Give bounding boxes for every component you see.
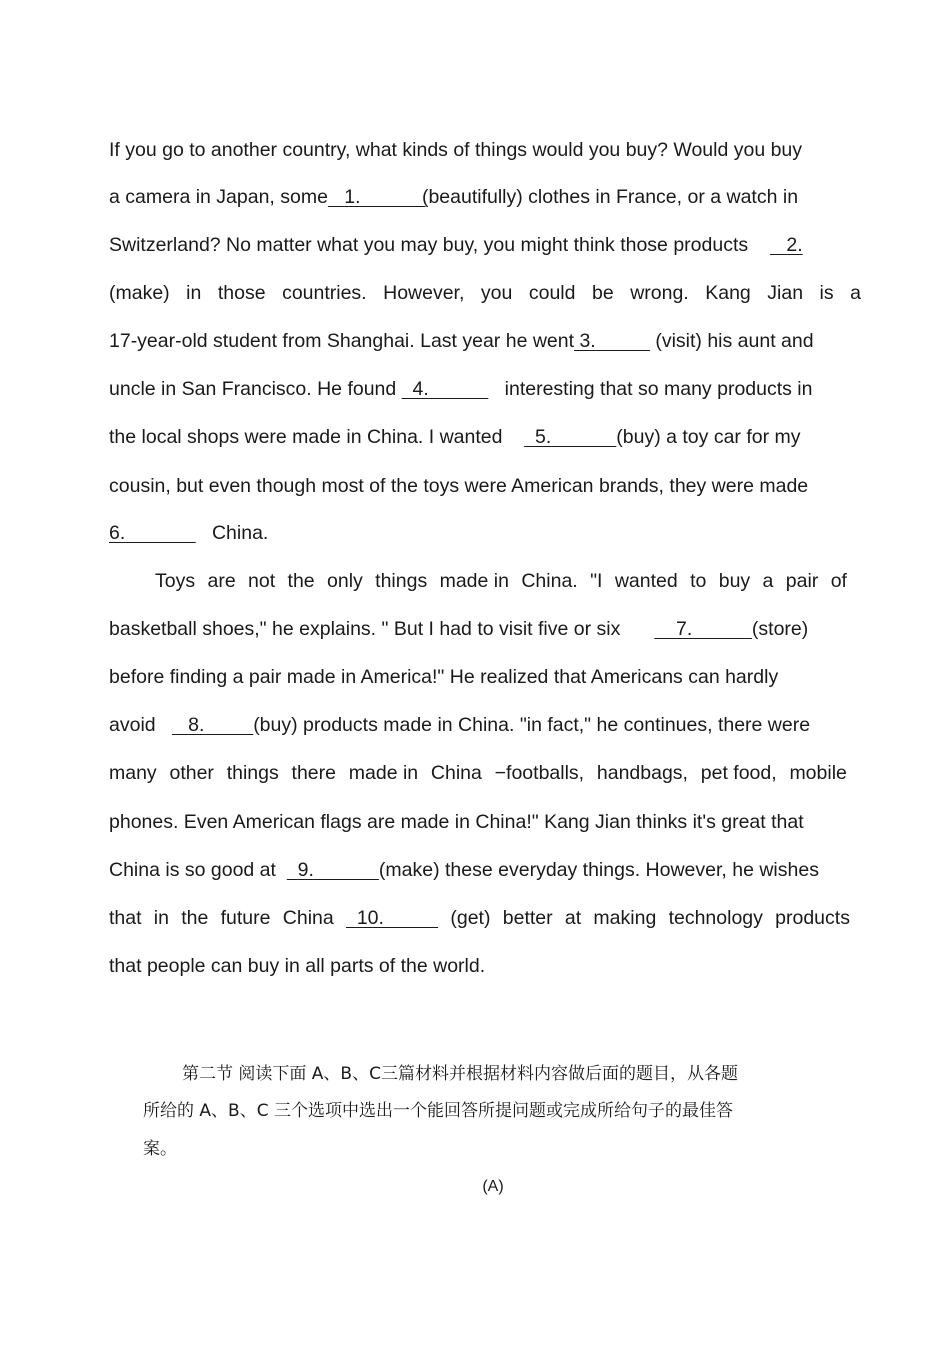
word: made in bbox=[348, 762, 419, 784]
word: Jian bbox=[767, 282, 804, 304]
passage-a-heading: (A) bbox=[482, 1178, 504, 1195]
word: things bbox=[375, 570, 428, 592]
p2-line-2 bbox=[109, 615, 861, 643]
blank-9[interactable]: 9. bbox=[297, 859, 314, 881]
blank-6[interactable]: 6. bbox=[109, 522, 126, 544]
text: phones. Even American flags are made in China!" Kang Jian thinks it's great that bbox=[109, 811, 804, 833]
word: many bbox=[109, 762, 157, 784]
blank-4[interactable]: 4. bbox=[412, 378, 429, 400]
text: (buy) products made in China. "in fact," he continues, there were bbox=[253, 714, 811, 736]
word: handbags, bbox=[596, 762, 688, 784]
word: a bbox=[762, 570, 774, 592]
word: things bbox=[226, 762, 279, 784]
text: a camera in Japan, some bbox=[109, 186, 328, 208]
word: those bbox=[217, 282, 266, 304]
word: wanted bbox=[614, 570, 678, 592]
word: future bbox=[220, 907, 271, 929]
word: better bbox=[502, 907, 553, 929]
blank-3[interactable]: 3. bbox=[579, 330, 596, 352]
word: buy bbox=[718, 570, 751, 592]
p1-line-5 bbox=[109, 327, 861, 355]
word: −footballs, bbox=[494, 762, 585, 784]
p2-line-4 bbox=[109, 711, 861, 739]
word: is bbox=[819, 282, 834, 304]
text: avoid bbox=[109, 714, 156, 736]
word: Kang bbox=[705, 282, 751, 304]
text: If you go to another country, what kinds of things would you buy? Would you buy bbox=[109, 139, 803, 161]
p1-line-2 bbox=[109, 183, 861, 211]
p1-line-6 bbox=[109, 375, 861, 403]
word: could bbox=[528, 282, 576, 304]
word: China. bbox=[521, 570, 578, 592]
word: a bbox=[850, 282, 861, 304]
word: other bbox=[169, 762, 214, 784]
section-instruction-line-2: 所给的 A、B、C 三个选项中选出一个能回答所提问题或完成所给句子的最佳答 bbox=[143, 1101, 733, 1121]
p2-line-5 bbox=[109, 759, 847, 787]
word: that bbox=[109, 907, 142, 929]
text: 17-year-old student from Shanghai. Last year he went bbox=[109, 330, 575, 352]
blank-10[interactable]: 10. bbox=[345, 907, 439, 929]
text: interesting that so many products in bbox=[504, 378, 813, 400]
p1-line-1 bbox=[109, 136, 861, 164]
p2-line-3 bbox=[109, 663, 861, 691]
p2-line-9 bbox=[109, 952, 861, 980]
word: technology bbox=[668, 907, 763, 929]
word: at bbox=[564, 907, 582, 929]
p2-line-7 bbox=[109, 856, 861, 884]
p2-line-1 bbox=[155, 567, 847, 595]
p1-line-7 bbox=[109, 423, 861, 451]
blank-8[interactable]: 8. bbox=[188, 714, 205, 736]
word: you bbox=[480, 282, 513, 304]
p2-line-8 bbox=[109, 904, 850, 932]
word: made in bbox=[439, 570, 509, 592]
text: (beautifully) clothes in France, or a watch in bbox=[421, 186, 799, 208]
word: products bbox=[775, 907, 850, 929]
word: (make) bbox=[109, 282, 170, 304]
text: (store) bbox=[751, 618, 809, 640]
word: pet food, bbox=[700, 762, 777, 784]
word: only bbox=[327, 570, 363, 592]
word: pair bbox=[785, 570, 819, 592]
blank-7[interactable]: 7. bbox=[676, 618, 693, 640]
word: of bbox=[830, 570, 847, 592]
section-instruction-line-3: 案。 bbox=[143, 1139, 177, 1159]
blank-5[interactable]: 5. bbox=[535, 426, 552, 448]
word: However, bbox=[383, 282, 465, 304]
blank-1[interactable]: 1. bbox=[344, 186, 361, 208]
word: making bbox=[593, 907, 657, 929]
p1-line-3 bbox=[109, 231, 861, 259]
text: Switzerland? No matter what you may buy, you might think those products bbox=[109, 234, 749, 256]
word: "I bbox=[590, 570, 603, 592]
word: Toys bbox=[155, 570, 196, 592]
text: China. bbox=[211, 522, 269, 544]
word: in bbox=[153, 907, 169, 929]
p1-line-4 bbox=[109, 279, 861, 307]
word: mobile bbox=[789, 762, 847, 784]
word: China bbox=[282, 907, 334, 929]
p1-line-8 bbox=[109, 472, 861, 500]
word: to bbox=[690, 570, 707, 592]
word: are bbox=[207, 570, 236, 592]
word: wrong. bbox=[630, 282, 689, 304]
text: before finding a pair made in America!" He realized that Americans can hardly bbox=[109, 666, 779, 688]
text: that people can buy in all parts of the world. bbox=[109, 955, 486, 977]
word: there bbox=[291, 762, 336, 784]
word: the bbox=[287, 570, 315, 592]
section-instruction-line-1: 第二节 阅读下面 A、B、C三篇材料并根据材料内容做后面的题目，从各题 bbox=[182, 1064, 738, 1084]
text: (make) these everyday things. However, he wishes bbox=[378, 859, 819, 881]
text: (visit) his aunt and bbox=[655, 330, 814, 352]
word: not bbox=[248, 570, 276, 592]
p1-line-9 bbox=[109, 519, 861, 547]
blank-2[interactable]: 2. bbox=[786, 234, 803, 256]
word: countries. bbox=[282, 282, 367, 304]
word: (get) bbox=[450, 907, 491, 929]
text: uncle in San Francisco. He found bbox=[109, 378, 397, 400]
word: China bbox=[430, 762, 482, 784]
text: the local shops were made in China. I wanted bbox=[109, 426, 503, 448]
word: the bbox=[181, 907, 209, 929]
word: in bbox=[186, 282, 202, 304]
text: cousin, but even though most of the toys were American brands, they were made bbox=[109, 475, 809, 497]
text: (buy) a toy car for my bbox=[616, 426, 801, 448]
text: China is so good at bbox=[109, 859, 276, 881]
text: basketball shoes," he explains. " But I had to visit five or six bbox=[109, 618, 621, 640]
p2-line-6 bbox=[109, 808, 861, 836]
word: be bbox=[591, 282, 614, 304]
